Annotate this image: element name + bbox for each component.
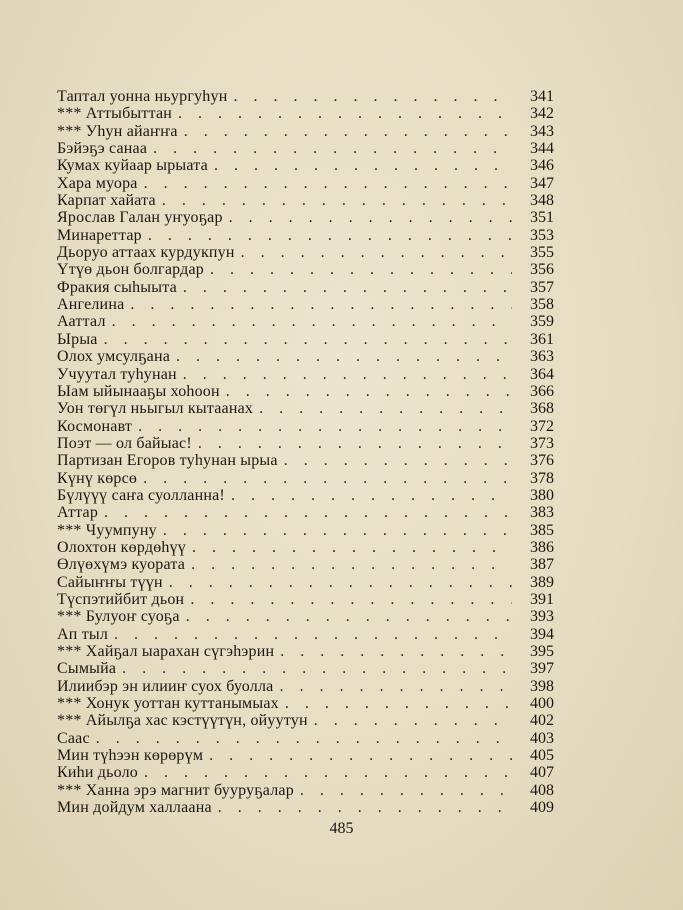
dot-leader — [280, 643, 512, 660]
toc-entry-title: Ырыа — [57, 330, 98, 348]
toc-entry-page: 357 — [530, 278, 554, 296]
dot-leader — [231, 487, 512, 504]
dot-leader — [176, 348, 512, 365]
dot-leader — [96, 730, 512, 747]
table-of-contents — [57, 88, 554, 816]
toc-entry — [57, 157, 554, 174]
toc-entry-page: 364 — [530, 365, 554, 383]
toc-entry-page: 373 — [530, 434, 554, 452]
toc-entry-title: Поэт — ол байыас! — [57, 434, 192, 452]
toc-entry-title: Сайыҥҥы түүн — [57, 573, 163, 591]
toc-entry-page: 363 — [530, 348, 554, 366]
toc-entry — [57, 660, 554, 677]
toc-entry — [57, 643, 554, 660]
toc-entry-title: Өлүөхүмэ куората — [57, 556, 186, 574]
toc-entry-title: Мин дойдум халлаана — [57, 799, 212, 817]
toc-entry-page: 383 — [530, 504, 554, 522]
toc-entry-title: Минареттар — [57, 226, 142, 244]
dot-leader — [144, 175, 512, 192]
toc-entry — [57, 400, 554, 417]
toc-entry-page: 405 — [530, 747, 554, 765]
toc-entry — [57, 192, 554, 209]
toc-entry — [57, 418, 554, 435]
toc-entry-page: 398 — [530, 677, 554, 695]
toc-entry — [57, 366, 554, 383]
toc-entry-page: 341 — [530, 88, 554, 105]
toc-entry-title: Олохтон көрдөhүү — [57, 538, 186, 556]
toc-entry-page: 344 — [530, 140, 554, 158]
toc-entry-title: Күнү көрсө — [57, 469, 138, 487]
toc-entry-title: Таптал уонна ньургуhун — [57, 88, 228, 105]
toc-entry-page: 409 — [530, 799, 554, 817]
toc-entry — [57, 556, 554, 573]
toc-entry-title: Кумах куйаар ырыата — [57, 157, 208, 175]
toc-entry-title: Фракия сыhыыта — [57, 278, 177, 296]
dot-leader — [186, 608, 512, 625]
toc-entry-page: 366 — [530, 382, 554, 400]
toc-entry-title: Ааттал — [57, 313, 106, 331]
dot-leader — [122, 660, 512, 677]
toc-entry — [57, 504, 554, 521]
toc-entry-page: 359 — [530, 313, 554, 331]
toc-entry-page: 403 — [530, 729, 554, 747]
toc-entry-title: Мин түhээн көрөрүм — [57, 747, 204, 765]
dot-leader — [143, 470, 512, 487]
toc-entry — [57, 331, 554, 348]
toc-entry — [57, 123, 554, 140]
toc-entry-page: 342 — [530, 105, 554, 123]
toc-entry-page: 378 — [530, 469, 554, 487]
toc-entry-title: Саас — [57, 729, 90, 747]
toc-entry-page: 376 — [530, 452, 554, 470]
dot-leader — [259, 400, 512, 417]
page-number: 485 — [329, 820, 354, 837]
toc-entry-title: *** Уhун айаҥҥа — [57, 122, 178, 140]
dot-leader — [178, 105, 512, 122]
dot-leader — [300, 782, 512, 799]
toc-entry-title: *** Хайҕал ыарахан сүгэhэрин — [57, 643, 275, 660]
toc-entry-title: Партизан Егоров туhунан ырыа — [57, 452, 278, 470]
toc-entry-title: Дьоруо аттаах курдукпун — [57, 244, 235, 262]
toc-entry-page: 343 — [530, 122, 554, 140]
toc-entry-page: 391 — [530, 590, 554, 608]
toc-entry-page: 347 — [530, 174, 554, 192]
toc-entry-page: 361 — [530, 330, 554, 348]
toc-entry-title: Ярослав Галан уҥуоҕар — [57, 209, 223, 227]
toc-entry-page: 389 — [530, 573, 554, 591]
toc-entry — [57, 209, 554, 226]
toc-entry — [57, 730, 554, 747]
toc-entry — [57, 140, 554, 157]
dot-leader — [163, 522, 512, 539]
dot-leader — [191, 556, 512, 573]
toc-entry — [57, 244, 554, 261]
toc-entry-title: Космонавт — [57, 417, 133, 435]
dot-leader — [210, 261, 512, 278]
toc-entry — [57, 348, 554, 365]
toc-entry-title: Аттар — [57, 504, 99, 522]
toc-entry-page: 385 — [530, 521, 554, 539]
toc-entry-page: 407 — [530, 764, 554, 782]
toc-entry-page: 386 — [530, 538, 554, 556]
toc-entry-title: *** Чуумпуну — [57, 521, 157, 539]
toc-entry — [57, 296, 554, 313]
dot-leader — [209, 747, 512, 764]
toc-entry-title: Олох умсулҕана — [57, 348, 171, 366]
toc-entry-title: Карпат хайата — [57, 192, 156, 210]
toc-entry-title: Сымыйа — [57, 660, 117, 678]
toc-entry-page: 355 — [530, 244, 554, 262]
toc-entry-page: 408 — [530, 781, 554, 799]
toc-entry-title: Илиибэр эн илииҥ суох буолла — [57, 677, 274, 695]
toc-entry-page: 387 — [530, 556, 554, 574]
toc-entry — [57, 782, 554, 799]
dot-leader — [198, 435, 512, 452]
toc-entry-title: *** Хонук уоттан куттанымыах — [57, 695, 279, 713]
dot-leader — [233, 88, 512, 105]
toc-entry-page: 351 — [530, 209, 554, 227]
toc-entry-title: Уон төгүл ньыгыл кытаанах — [57, 400, 254, 418]
toc-entry-title: Киhи дьоло — [57, 764, 139, 782]
toc-entry-title: Ап тыл — [57, 625, 109, 643]
toc-entry-title: *** Аттыбыттан — [57, 105, 173, 123]
toc-entry-page: 400 — [530, 695, 554, 713]
toc-entry-title: *** Булуоҥ суоҕа — [57, 608, 180, 626]
toc-entry — [57, 712, 554, 729]
toc-entry-page: 397 — [530, 660, 554, 678]
toc-entry — [57, 383, 554, 400]
toc-entry — [57, 695, 554, 712]
toc-entry — [57, 799, 554, 816]
toc-entry — [57, 574, 554, 591]
toc-entry-title: *** Ханна эрэ магнит бууруҕалар — [57, 781, 294, 799]
dot-leader — [112, 313, 512, 330]
toc-entry-page: 368 — [530, 400, 554, 418]
dot-leader — [279, 678, 512, 695]
dot-leader — [148, 227, 512, 244]
toc-entry-title: *** Айылҕа хас кэстүүтүн, ойуутун — [57, 712, 308, 730]
dot-leader — [192, 539, 512, 556]
toc-entry — [57, 88, 554, 105]
toc-entry-page: 372 — [530, 417, 554, 435]
dot-leader — [241, 244, 512, 261]
toc-entry-title: Түспэтийбит дьон — [57, 590, 185, 608]
toc-entry-page: 395 — [530, 643, 554, 660]
dot-leader — [214, 157, 512, 174]
toc-entry — [57, 261, 554, 278]
toc-entry — [57, 435, 554, 452]
dot-leader — [218, 799, 512, 816]
toc-entry-title: Ангелина — [57, 296, 125, 314]
toc-entry-page: 380 — [530, 486, 554, 504]
toc-entry — [57, 470, 554, 487]
dot-leader — [104, 504, 512, 521]
dot-leader — [284, 452, 512, 469]
toc-entry — [57, 227, 554, 244]
dot-leader — [114, 626, 512, 643]
toc-entry-title: Бүлүүү саҥа суолланна! — [57, 486, 225, 504]
dot-leader — [184, 123, 512, 140]
toc-entry — [57, 487, 554, 504]
dot-leader — [183, 279, 512, 296]
toc-entry-title: Учуутал туhунан — [57, 365, 177, 383]
toc-entry-title: Ыам ыйынааҕы хоhоон — [57, 382, 220, 400]
dot-leader — [190, 591, 512, 608]
toc-entry-page: 358 — [530, 296, 554, 314]
dot-leader — [144, 764, 512, 781]
toc-entry-page: 346 — [530, 157, 554, 175]
dot-leader — [183, 366, 512, 383]
toc-entry-title: Үтүө дьон болгардар — [57, 261, 204, 279]
toc-entry — [57, 522, 554, 539]
toc-entry — [57, 313, 554, 330]
toc-entry — [57, 747, 554, 764]
toc-entry — [57, 678, 554, 695]
dot-leader — [314, 712, 512, 729]
dot-leader — [229, 209, 512, 226]
toc-entry — [57, 764, 554, 781]
dot-leader — [138, 418, 512, 435]
dot-leader — [104, 331, 512, 348]
dot-leader — [169, 574, 512, 591]
toc-entry — [57, 105, 554, 122]
toc-entry — [57, 539, 554, 556]
toc-entry-page: 348 — [530, 192, 554, 210]
toc-entry-page: 353 — [530, 226, 554, 244]
dot-leader — [130, 296, 512, 313]
dot-leader — [153, 140, 512, 157]
toc-entry-page: 393 — [530, 608, 554, 626]
toc-entry — [57, 279, 554, 296]
toc-entry — [57, 608, 554, 625]
toc-entry — [57, 626, 554, 643]
toc-entry — [57, 591, 554, 608]
toc-entry-page: 402 — [530, 712, 554, 730]
toc-entry — [57, 175, 554, 192]
toc-entry-page: 394 — [530, 625, 554, 643]
toc-entry-page: 356 — [530, 261, 554, 279]
dot-leader — [162, 192, 512, 209]
dot-leader — [226, 383, 512, 400]
dot-leader — [285, 695, 512, 712]
toc-entry-title: Бэйэҕэ санаа — [57, 140, 148, 158]
toc-entry — [57, 452, 554, 469]
toc-entry-title: Хара муора — [57, 174, 138, 192]
